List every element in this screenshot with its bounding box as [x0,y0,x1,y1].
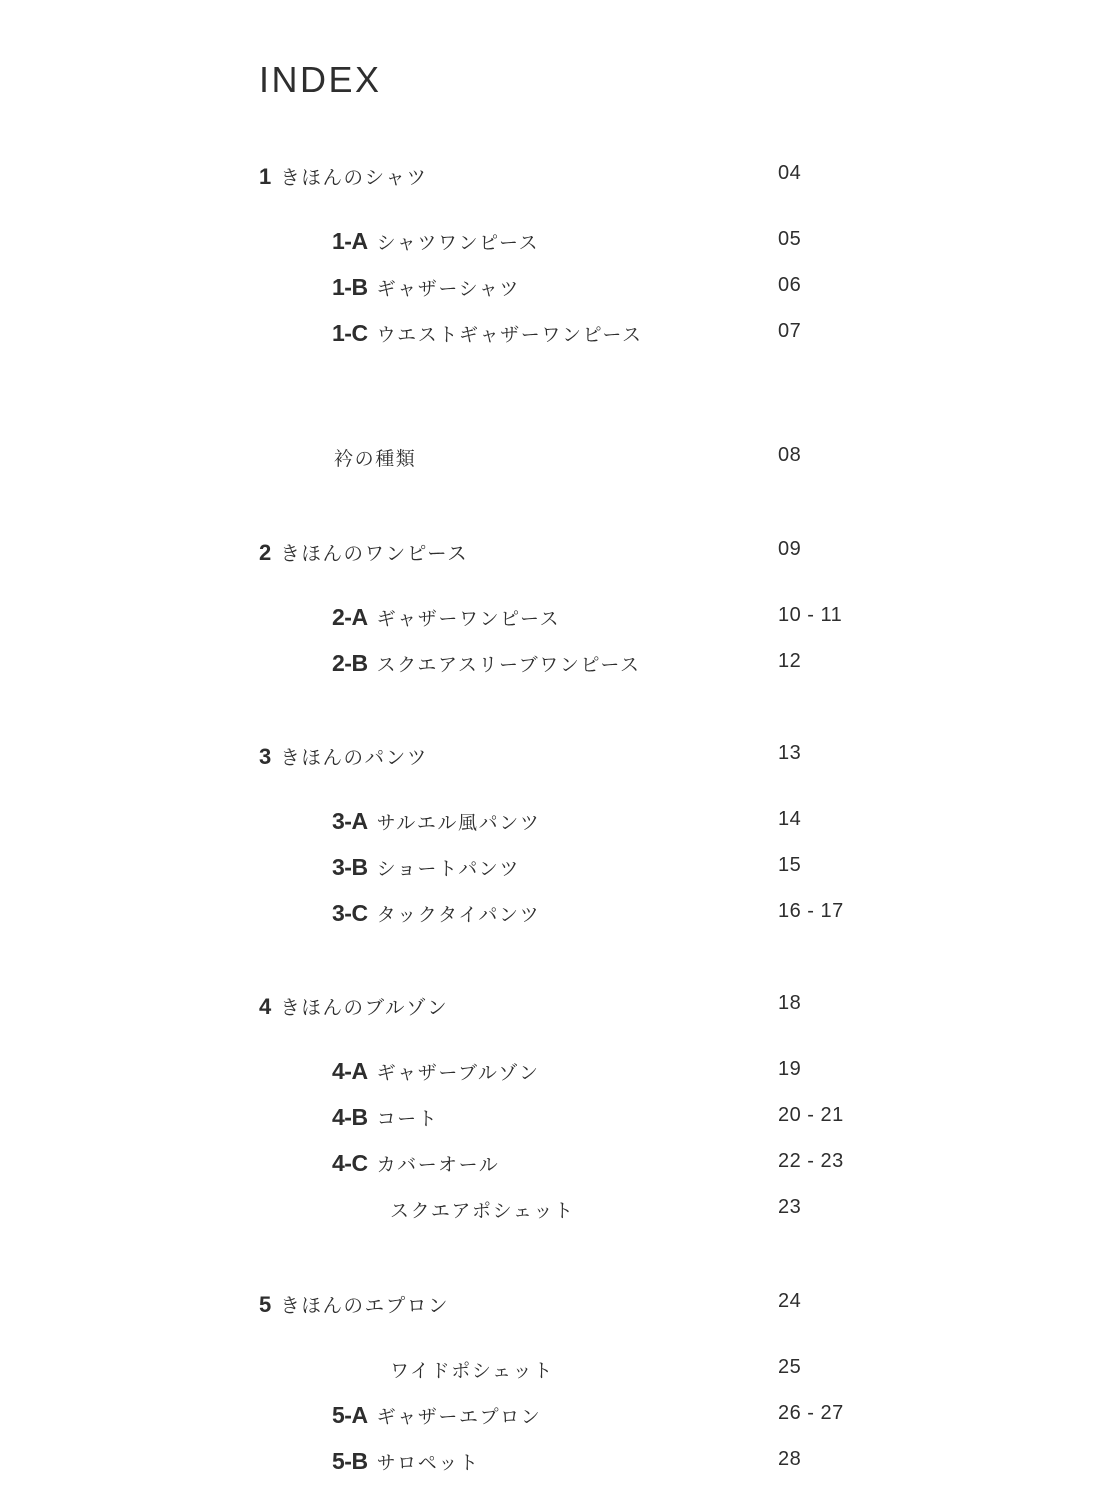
dot-leader [550,1081,849,1082]
toc-entry-number: 2 [259,540,272,565]
toc-entry[interactable] [259,808,859,854]
toc-entry[interactable] [259,900,859,946]
toc-entry-page-number: 19 [778,1058,802,1080]
toc-spacer [259,696,859,742]
toc-entry-number: 1 [259,164,272,189]
toc-spacer [259,788,859,808]
toc-entry[interactable] [259,1058,859,1104]
toc-entry[interactable] [259,1104,859,1150]
toc-entry-title: サルエル風パンツ [376,813,541,834]
toc-entry-label [259,1290,449,1318]
toc-entry-page-number: 25 [778,1356,802,1378]
toc-entry-page-number: 14 [778,808,802,830]
toc-entry[interactable] [259,1448,859,1494]
toc-entry-number: 4-B [332,1104,368,1130]
toc-entry-page-number: 07 [778,320,802,342]
toc-entry-label [332,900,540,927]
toc-entry-label [390,1196,575,1223]
toc-entry-title: ギャザーエプロン [376,1407,542,1428]
toc-entry-label [259,538,468,566]
toc-entry-number: 5 [259,1292,272,1317]
table-of-contents [259,162,859,1494]
toc-entry-page-number: 22 - 23 [778,1150,844,1172]
toc-entry-label [259,992,448,1020]
toc-entry-page-number: 04 [778,162,802,184]
toc-entry-number: 4-C [332,1150,368,1176]
dot-leader [651,673,849,674]
toc-entry[interactable] [259,1290,859,1336]
toc-entry-page-number: 08 [778,444,802,466]
toc-entry-title: サロペット [376,1453,480,1474]
toc-entry-page-number: 18 [778,992,802,1014]
toc-entry-number: 2-B [332,650,368,676]
toc-entry-label [332,320,643,347]
toc-entry-number: 3 [259,744,272,769]
toc-entry-title: 衿の種類 [334,449,417,470]
dot-leader [653,343,849,344]
toc-entry[interactable] [259,1402,859,1448]
toc-entry-title: ギャザーブルゾン [376,1063,540,1084]
toc-entry-label [259,162,428,190]
toc-entry-number: 1-A [332,228,368,254]
toc-entry-number: 3-A [332,808,368,834]
toc-entry[interactable] [259,228,859,274]
toc-entry-number: 2-A [332,604,368,630]
toc-entry[interactable] [259,1356,859,1402]
toc-entry-label [332,1448,480,1475]
toc-spacer [259,1038,859,1058]
toc-entry-title: タックタイパンツ [376,905,541,926]
toc-entry[interactable] [259,320,859,366]
toc-entry-title: ショートパンツ [376,859,521,880]
toc-entry-label [332,228,539,255]
toc-entry[interactable] [259,604,859,650]
toc-entry-title: きほんのエプロン [280,1295,450,1317]
toc-entry-label [332,854,520,881]
toc-entry[interactable] [259,1150,859,1196]
toc-spacer [259,584,859,604]
toc-entry-page-number: 06 [778,274,802,296]
toc-entry-title: きほんのパンツ [280,747,428,769]
toc-entry-number: 5-B [332,1448,368,1474]
toc-entry-title: コート [376,1109,439,1130]
toc-entry-title: きほんのシャツ [280,167,428,189]
toc-entry-number: 3-C [332,900,368,926]
toc-entry-title: ギャザーワンピース [376,609,561,630]
toc-entry-label [332,1150,499,1177]
toc-entry[interactable] [259,854,859,900]
toc-entry-label [332,1402,541,1429]
toc-entry[interactable] [259,650,859,696]
toc-entry-label [259,742,428,770]
toc-entry-page-number: 15 [778,854,802,876]
toc-entry-page-number: 28 [778,1448,802,1470]
toc-spacer [259,946,859,992]
toc-entry[interactable] [259,538,859,584]
page-title: INDEX [259,59,382,100]
toc-entry-label [334,444,416,471]
toc-entry-number: 3-B [332,854,368,880]
toc-entry-title: ウエストギャザーワンピース [376,325,643,346]
toc-entry-title: ワイドポシェット [390,1361,554,1382]
toc-entry[interactable] [259,742,859,788]
toc-entry-page-number: 12 [778,650,802,672]
toc-entry-title: きほんのブルゾン [280,997,449,1019]
toc-entry[interactable] [259,444,859,490]
toc-entry-page-number: 23 [778,1196,802,1218]
toc-entry-number: 1-C [332,320,368,346]
toc-entry-page-number: 05 [778,228,802,250]
toc-entry-label [332,274,520,301]
toc-entry[interactable] [259,992,859,1038]
toc-spacer [259,1336,859,1356]
dot-leader [585,1219,849,1220]
toc-entry-page-number: 24 [778,1290,802,1312]
toc-entry-title: カバーオール [376,1155,500,1176]
toc-entry-number: 1-B [332,274,368,300]
toc-entry-title: きほんのワンピース [280,543,469,565]
dot-leader [549,251,849,252]
toc-entry-number: 4 [259,994,272,1019]
toc-entry-title: ギャザーシャツ [376,279,521,300]
toc-entry-page-number: 20 - 21 [778,1104,844,1126]
toc-entry-page-number: 09 [778,538,802,560]
toc-entry-title: スクエアスリーブワンピース [376,655,641,676]
toc-entry[interactable] [259,162,859,208]
toc-entry-page-number: 16 - 17 [778,900,844,922]
dot-leader [550,831,849,832]
toc-entry[interactable] [259,1196,859,1242]
toc-entry-page-number: 26 - 27 [778,1402,844,1424]
toc-entry-page-number: 10 - 11 [778,604,843,626]
toc-entry-label [332,808,540,835]
toc-spacer [259,490,859,538]
toc-entry-label [332,604,560,631]
toc-entry-number: 5-A [332,1402,368,1428]
toc-entry-label [332,650,641,677]
toc-entry-title: シャツワンピース [376,233,540,254]
dot-leader [564,1379,849,1380]
toc-entry-title: スクエアポシェット [390,1201,575,1222]
toc-entry-number: 4-A [332,1058,368,1084]
toc-spacer [259,208,859,228]
toc-spacer [259,1242,859,1290]
toc-entry[interactable] [259,274,859,320]
toc-entry-page-number: 13 [778,742,802,764]
toc-spacer [259,366,859,444]
toc-entry-label [332,1104,438,1131]
toc-entry-label [332,1058,540,1085]
toc-entry-label [390,1356,554,1383]
